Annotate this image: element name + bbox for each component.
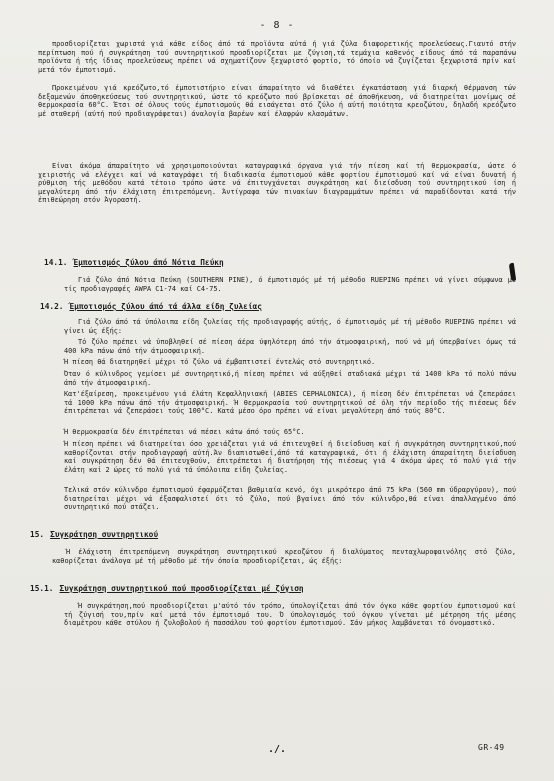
paragraph-5: Γιά ζύλο άπό τά ύπόλοιπα είδη ζυλείας τής προδιαγραφής αύτής, ό έμποτισμός μέ τή μέθοδο RUEPING πρέπει νά γίνει ώς έξής: <box>64 318 516 335</box>
paragraph-11: Ή πίεση πρέπει νά διατηρείται όσο χρειάζεται γιά νά έπιτευχθεί ή διείσδυση καί ή συγκράτηση συντηρητικού,πού καθορίζονται στήν προδιαγραφή αύτή.Άν διαπιστωθεί,άπό τά καταγραφικά, ότι ή έλάχιστη άπαραίτητη διείσδυση καί συγκράτηση δέν θά έπιτευχθούν, έπιτρέπεται ή διατήρηση τής πιέσεως γιά 4 άκόμα ώρες τό πολύ γιά τήν έλάτη καί 2 ώρες τό πολύ γιά τά ύπόλοιπα είδη ζυλείας. <box>64 440 516 474</box>
paragraph-1: προσδιορίζεται χωριστά γιά κάθε είδος άπό τά προϊόντα αύτά ή γιά ζύλα διαφορετικής προελεύσεως.Γιαυτό στήν περίπτωση πού ή συγκράτηση τού συντηρητικού προσδιορίζεται με ζύγιση,τά τεμάχια καθενός είδους άπό τά παραπάνω προϊόντα ή τής ίδιας προελεύσεως πρέπει νά σχηματίζουν ξεχωριστό φορτίο, τό όποίο νά ζυγίζεται ξεχωριστά πρίν καί μετά τόν έμποτισμό. <box>38 40 516 74</box>
heading-15 <box>30 530 158 539</box>
continuation-mark: ./. <box>268 744 287 755</box>
heading-15-1 <box>30 584 304 593</box>
paragraph-3: Είναι άκόμα άπαραίτητο νά χρησιμοποιούνται καταγραφικά όργανα γιά τήν πίεση καί τή θερμοκρασία, ώστε ό χειριστής νά ελέγχει καί νά καταγράφει τή διαδικασία έμποτισμού κάθε φορτίου έμποτισμού καί νά είναι δυνατή ή ρύθμιση τής μεθόδου κατά τέτοιο τρόπο ώστε νά έπιτυγχάνεται συγκράτηση καί διείσδυση τού συντηρητικού ίση ή μεγαλύτερη άπό τήν έλάχιστη έπιτρεπόμενη. Άντίγραφα τών πινακίων διαγραμμάτων πρέπει νά παραδίδονται κατά τήν έπιθεώρηση στόν Άγοραστή. <box>38 162 516 205</box>
paragraph-9: Κατ'έξαίρεση, προκειμένου γιά έλάτη Κεφαλληνιακή (ABIES CEPHALONICA), ή πίεση δέν έπιτρέπεται νά ζεπεράσει τά 1000 kPa πάνω άπό τήν άτμοσφαιρική. Ή θερμοκρασία τού συντηρητικού σέ όλη τήν περίοδο τής πιέσεως δέν έπιτρέπεται νά ζεπεράσει τούς 100°C. Κατά μέσο όρο πρέπει νά είναι μεγαλύτερη άπό τούς 80°C. <box>64 390 516 416</box>
heading-14-1-number: 14.1. <box>44 258 68 267</box>
page-number: - 8 - <box>259 20 295 31</box>
heading-14-1 <box>44 258 224 267</box>
heading-14-2 <box>40 302 262 311</box>
heading-14-2-title: Έμποτισμός ζύλου άπό τά άλλα είδη ζυλείας <box>69 302 262 311</box>
heading-15-1-title: Συγκράτηση συντηρητικού πού προσδιορίζεται μέ ζύγιση <box>59 584 304 593</box>
paragraph-10: Ή θερμοκρασία δέν έπιτρέπεται νά πέσει κάτω άπό τούς 65°C. <box>64 428 305 436</box>
paragraph-13: Ή έλάχιστη έπιτρεπόμενη συγκράτηση συντηρητικού κρεοζώτου ή διαλύματος πενταχλωροφαινόλης στό ζύλο, καθορίζεται άνάλογα μέ τή μέθοδο μέ τήν όποία προσδιορίζεται, ώς έξής: <box>52 548 516 565</box>
heading-15-1-number: 15.1. <box>30 584 54 593</box>
heading-14-1-title: Έμποτισμός ζύλου άπό Νότια Πεύκη <box>73 258 224 267</box>
paragraph-12: Τελικά στόν κύλινδρο έμποτισμού έφαρμόζεται βαθμιαία κενό, όχι μικρότερο άπό 75 kPa (560 mm ύδραργύρου), πού διατηρείται μέχρι νά έξασφαλιστεί ότι τό ζύλο, πού βγαίνει άπό τόν κύλινδρο,θά είναι άπαλλαγμένο άπό συντηρητικό πού στάζει. <box>64 486 516 512</box>
paragraph-4: Γιά ζύλο άπό Νότια Πεύκη (SOUTHERN PINE), ό έμποτισμός μέ τή μέθοδο RUEPING πρέπει νά γίνει σύμφωνα μέ τίς προδιαγραφές AWPA C1-74 καί C4-75. <box>64 276 516 293</box>
heading-15-number: 15. <box>30 530 45 539</box>
paragraph-8: Όταν ό κύλινδρος γεμίσει μέ συντηρητικό,ή πίεση πρέπει νά αύξηθεί σταδιακά μέχρι τά 1400 kPa τό πολύ πάνω άπό τήν άτμοσφαιρική. <box>64 370 516 387</box>
heading-14-2-number: 14.2. <box>40 302 64 311</box>
paragraph-7: Ή πίεση θά διατηρηθεί μέχρι τό ζύλο νά έμβαπτιστεί έντελώς στό συντηρητικό. <box>64 358 376 366</box>
paragraph-14: Ή συγκράτηση,πού προσδιορίζεται μ'αύτό τόν τρόπο, ύπολογίζεται άπό τόν όγκο κάθε φορτίου έμποτισμού καί τή ζύγισή του,πρίν καί μετά τόν έμποτισμό του. Ό ύπολογισμός τού όγκου γίνεται μέ μέτρηση τής μέσης διαμέτρου κάθε στύλου ή ζυλοβολού ή πασσάλου τού φορτίου έμποτισμού. Σάν μήκος λαμβάνεται τό όνομαστικό. <box>64 602 516 628</box>
paragraph-6: Τό ζύλο πρέπει νά ύποβληθεί σέ πίεση άέρα ύψηλότερη άπό τήν άτμοσφαιρική, πού νά μή ύπερβαίνει όμως τά 400 kPa πάνω άπό τήν άτμοσφαιρική. <box>64 338 516 355</box>
document-code: GR-49 <box>478 743 505 752</box>
paragraph-2: Προκειμένου γιά κρεόζωτο,τό έμποτιστήριο είναι άπαραίτητο νά διαθέτει έγκατάσταση γιά διαρκή θέρμανση τών δεξαμενών άποθηκεύσεως τού συντηρητικού, ώστε τό κρεόζωτο πού βρίσκεται σέ άποθήκευση, νά διατηρείται μονίμως σέ θερμοκρασία 60°C. Έτσι σέ όλους τούς έμποτισμούς θά εισάγεται στό ζύλο ή αύτή ποιότητα κρεοζώτου, δηλαδή κρεόζωτο μέ σταθερή (αύτή πού προδιαγράφεται) άναλογία βαρέων καί έλαφρών κλασμάτων. <box>38 84 516 118</box>
heading-15-title: Συγκράτηση συντηρητικού <box>50 530 159 539</box>
